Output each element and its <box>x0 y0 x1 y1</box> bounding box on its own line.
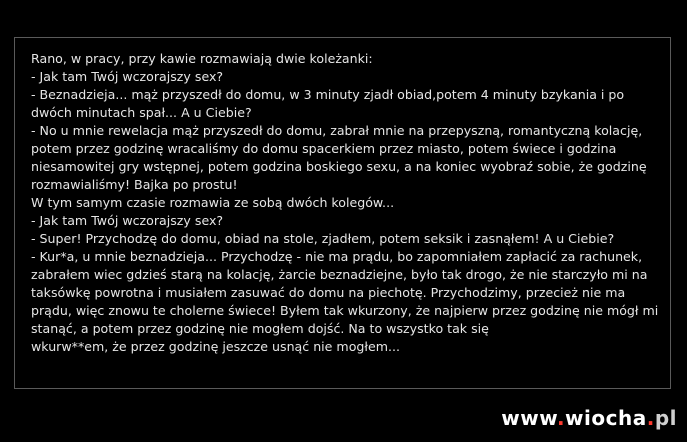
watermark-name: wiocha <box>565 406 647 430</box>
story-text <box>31 50 661 356</box>
watermark-dot: . <box>556 406 566 430</box>
story-line: - Jak tam Twój wczorajszy sex? <box>31 213 224 228</box>
story-line: dwóch minutach spał... A u Ciebie? <box>31 105 252 120</box>
story-line: stanąć, a potem przez godzinę nie mogłem dojść. Na to wszystko tak się <box>31 321 489 336</box>
story-line: wkurw**em, że przez godzinę jeszcze usnąć nie mogłem... <box>31 339 401 354</box>
story-line: W tym samym czasie rozmawia ze sobą dwóch kolegów... <box>31 195 395 210</box>
site-watermark <box>501 406 677 430</box>
story-line: Rano, w pracy, przy kawie rozmawiają dwie koleżanki: <box>31 51 373 66</box>
story-line: prądu, więc znowu te cholerne świece! Byłem tak wkurzony, że najpierw przez godzinę nie mógł mi <box>31 303 659 318</box>
watermark-prefix: www <box>501 406 557 430</box>
story-line: niesamowitej gry wstępnej, potem godzina boskiego sexu, a na koniec wyobraź sobie, że godzinę <box>31 159 647 174</box>
watermark-tld: pl <box>654 406 677 430</box>
story-line: zabrałem wiec gdzieś starą na kolację, żarcie beznadziejne, było tak drogo, że nie starczyło mi na <box>31 267 648 282</box>
story-line: - Beznadzieja... mąż przyszedł do domu, w 3 minuty zjadł obiad,potem 4 minuty bzykania i po <box>31 87 625 102</box>
story-line: - Kur*a, u mnie beznadzieja... Przychodzę - nie ma prądu, bo zapomniałem zapłacić za rachunek, <box>31 249 643 264</box>
story-line: potem przez godzinę wracaliśmy do domu spacerkiem przez miasto, potem świece i godzina <box>31 141 617 156</box>
story-line: rozmawialiśmy! Bajka po prostu! <box>31 177 238 192</box>
story-line: - Jak tam Twój wczorajszy sex? <box>31 69 224 84</box>
story-line: taksówkę powrotna i musiałem zasuwać do domu na piechotę. Przychodzimy, przecież nie ma <box>31 285 626 300</box>
watermark-dot: . <box>646 406 655 430</box>
text-frame <box>14 37 671 389</box>
story-line: - Super! Przychodzę do domu, obiad na stole, zjadłem, potem seksik i zasnąłem! A u Ciebie? <box>31 231 615 246</box>
story-line: - No u mnie rewelacja mąż przyszedł do domu, zabrał mnie na przepyszną, romantyczną kolację, <box>31 123 643 138</box>
